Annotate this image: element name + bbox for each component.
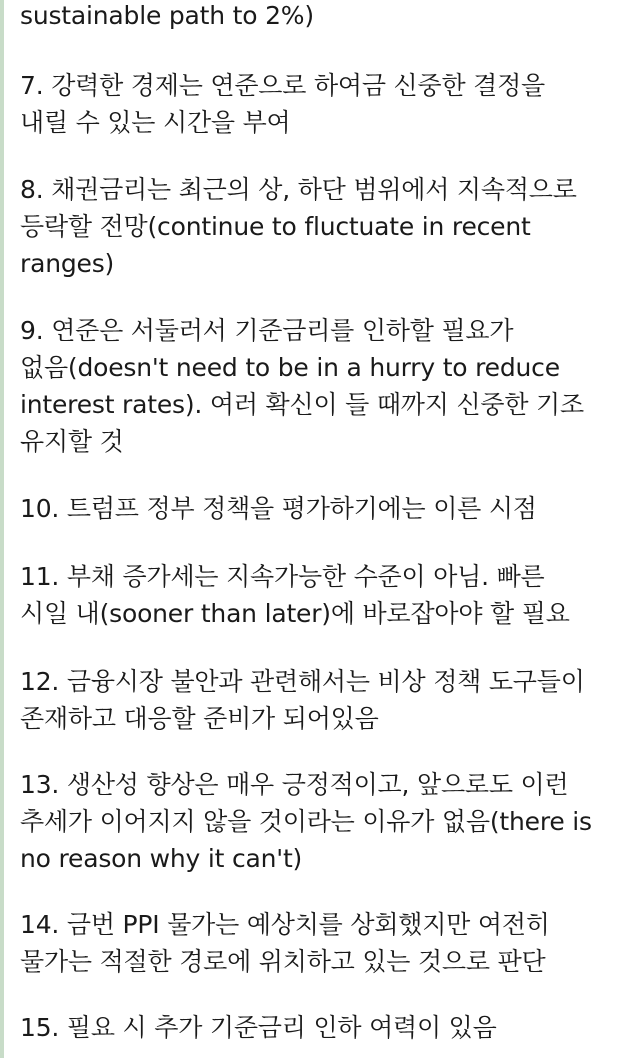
paragraph-6-tail: sustainable path to 2%) (20, 1, 314, 30)
paragraph-13: 13. 생산성 향상은 매우 긍정적이고, 앞으로도 이런 추세가 이어지지 않을 것이라는 이유가 없음(there is no reason why it can't) (20, 770, 592, 873)
paragraph-9: 9. 연준은 서둘러서 기준금리를 인하할 필요가 없음(doesn't need to be in a hurry to reduce interest rates). 여러 확신이 들 때까지 신중한 기조 유지할 것 (20, 316, 584, 456)
paragraph-10: 10. 트럼프 정부 정책을 평가하기에는 이른 시점 (20, 494, 537, 523)
paragraph-8: 8. 채권금리는 최근의 상, 하단 범위에서 지속적으로 등락할 전망(continue to fluctuate in recent ranges) (20, 175, 577, 278)
paragraph-11: 11. 부채 증가세는 지속가능한 수준이 아님. 빠른 시일 내(sooner than later)에 바로잡아야 할 필요 (20, 562, 570, 628)
paragraph-15: 15. 필요 시 추가 기준금리 인하 여력이 있음 (20, 1013, 497, 1042)
paragraph-12: 12. 금융시장 불안과 관련해서는 비상 정책 도구들이 존재하고 대응할 준비가 되어있음 (20, 667, 585, 733)
left-edge-border (0, 0, 4, 1058)
paragraph-7: 7. 강력한 경제는 연준으로 하여금 신중한 결정을 내릴 수 있는 시간을 부여 (20, 71, 545, 137)
paragraph-14: 14. 금번 PPI 물가는 예상치를 상회했지만 여전히 물가는 적절한 경로에 위치하고 있는 것으로 판단 (20, 910, 550, 976)
